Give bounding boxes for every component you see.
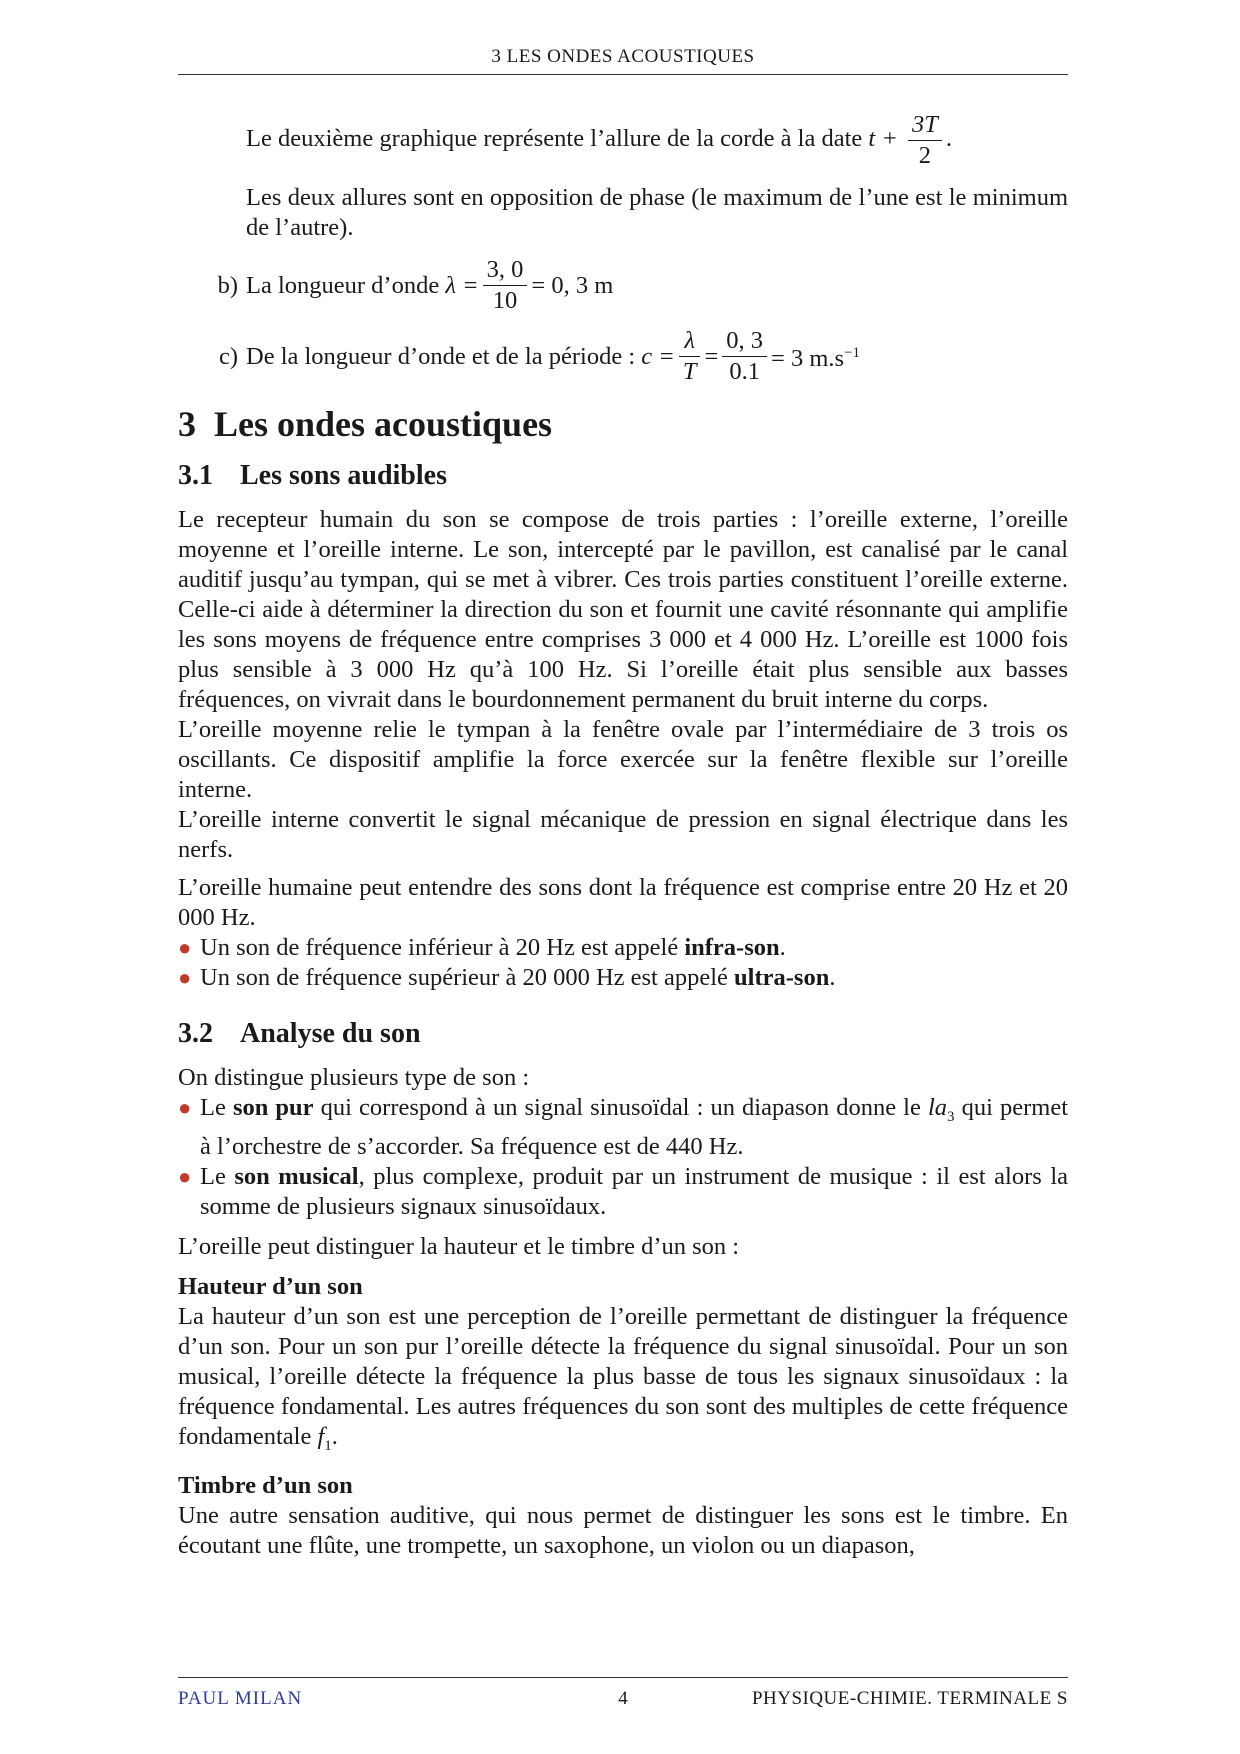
section-title [178, 404, 1068, 444]
bullet-dot-icon: ● [178, 1095, 192, 1120]
bullet-period: . [779, 934, 786, 961]
f1-symbol: f [317, 1422, 325, 1450]
f1-subscript: 1 [324, 1437, 332, 1454]
subsection-number: 3.1 [178, 460, 213, 491]
item-c-fraction-2 [722, 326, 767, 387]
subsection-number: 3.2 [178, 1018, 213, 1049]
header-rule [178, 74, 1068, 75]
item-c-exponent: −1 [844, 345, 861, 362]
paragraph-distinguish: L’oreille peut distinguer la hauteur et le timbre d’un son : [178, 1232, 740, 1260]
bullet-term: infra-son [684, 934, 780, 961]
bullet-body: Un son de fréquence inférieur à 20 Hz est appelé [200, 934, 679, 961]
paragraph-hauteur: La hauteur d’un son est une perception de l’oreille permettant de distinguer la fréquence d’un son. Pour un son pur l’oreille détecte la fréquence du signal sinusoïdal. Pour un son musical, l’oreille détecte la fréquence la plus basse de tous les signaux sinusoïdaux : la fréquence fondamental. Les autres fréquences du son sont des multiples de cette fréquence fondamentale $f_1$. [178, 1302, 1068, 1454]
bullet-son-pur [178, 1093, 1068, 1162]
bullet-dot-icon: ● [178, 1163, 192, 1189]
graph-line [246, 110, 1068, 171]
bullet-term: ultra-son [734, 964, 830, 991]
note-la-sub: 3 [947, 1108, 955, 1125]
section-title-text: Les ondes acoustiques [214, 404, 553, 444]
fraction-numerator: 3, 0 [483, 255, 528, 286]
graph-math: t + [868, 125, 898, 153]
graph-end: . [945, 125, 952, 153]
paragraph-types-intro: On distingue plusieurs type de son : [178, 1064, 530, 1091]
subsection-title-text: Analyse du son [240, 1018, 421, 1049]
bullet-term: son pur [232, 1094, 314, 1121]
fraction-numerator: 3T [908, 110, 942, 141]
bullet-prefix: Le [200, 1094, 226, 1121]
fraction-numerator: 0, 3 [722, 326, 767, 357]
subsection-3-1-title [178, 461, 1068, 491]
item-c-result-text: = 3 m.s [771, 345, 845, 373]
item-c-text: De la longueur d’onde et de la période : [246, 342, 636, 370]
subsection-title-text: Les sons audibles [240, 460, 447, 491]
graph-fraction [908, 110, 942, 171]
item-c-c: c = [641, 342, 675, 370]
footer-rule [178, 1677, 1068, 1678]
bullet-son-musical [178, 1162, 1068, 1222]
opposition-paragraph: Les deux allures sont en opposition de phase (le maximum de l’une est le minimum de l’autre). [246, 184, 1068, 241]
item-b-fraction [483, 255, 528, 316]
bullet-text [200, 963, 1068, 993]
bullet-text [200, 1162, 1068, 1222]
paragraph-ear-external: Le recepteur humain du son se compose de trois parties : l’oreille externe, l’oreille moyenne et l’oreille interne. Le son, intercepté par le pavillon, est canalisé par le canal auditif jusqu’au tympan, qui se met à vibrer. Ces trois parties constituent l’oreille externe. Celle-ci aide à déterminer la direction du son et fournit une cavité résonnante qui amplifie les sons moyens de fréquence entre comprises 3 000 et 4 000 Hz. L’oreille est 1000 fois plus sensible à 3 000 Hz qu’à 100 Hz. Si l’oreille était plus sensible aux basses fréquences, on vivrait dans le bourdonnement permanent du bruit interne du corps. [178, 506, 1068, 713]
bullet-ultrason [178, 963, 1068, 993]
bullet-dot-icon: ● [178, 935, 192, 960]
bullet-term: son musical [234, 1162, 359, 1190]
graph-text: Le deuxième graphique représente l’allure de la corde à la date [246, 125, 863, 153]
bullet-text [200, 933, 1068, 963]
item-c-label: c) [218, 342, 238, 370]
fraction-denominator: 10 [492, 287, 518, 314]
footer-course: PHYSIQUE-CHIMIE. TERMINALE S [751, 1688, 1068, 1709]
fraction-numerator: λ [679, 326, 701, 357]
hauteur-heading: Hauteur d’un son [178, 1272, 363, 1300]
note-la: la [927, 1094, 948, 1121]
item-b-result: = 0, 3 m [531, 271, 614, 299]
paragraph-audible-range: L’oreille humaine peut entendre des sons dont la fréquence est comprise entre 20 Hz et 20 000 Hz. [178, 874, 1068, 931]
footer-page-number: 4 [618, 1688, 628, 1709]
item-c-result [771, 338, 860, 374]
fraction-denominator: T [682, 358, 697, 385]
intro-block [246, 110, 1068, 243]
main-content [178, 110, 1068, 1561]
item-c-fraction-1 [679, 326, 701, 387]
bullet-dot-icon: ● [178, 965, 192, 990]
bullet-text [200, 1093, 1068, 1162]
bullet-infrason [178, 933, 1068, 963]
subsection-3-2-title [178, 1019, 1068, 1049]
bullet-prefix: Le [200, 1162, 226, 1190]
paragraph-ear-inner: L’oreille interne convertit le signal mécanique de pression en signal électrique dans les nerfs. [178, 806, 1068, 863]
paragraph-ear-middle: L’oreille moyenne relie le tympan à la fenêtre ovale par l’intermédiaire de 3 trois os oscillants. Ce dispositif amplifie la force exercée sur la fenêtre flexible sur l’oreille interne. [178, 716, 1068, 803]
bullet-body: , plus complexe, produit par un instrument de musique : il est alors la somme de plusieurs signaux sinusoïdaux. [200, 1162, 1068, 1220]
bullet-body: Un son de fréquence supérieur à 20 000 Hz est appelé [200, 964, 728, 991]
paragraph-timbre: Une autre sensation auditive, qui nous permet de distinguer les sons est le timbre. En écoutant une flûte, une trompette, un saxophone, un violon ou un diapason, [178, 1501, 1068, 1559]
section-number: 3 [178, 404, 196, 444]
item-b-lambda: λ = [445, 271, 479, 299]
bullet-period: . [829, 964, 836, 991]
item-c [178, 326, 1068, 387]
bullet-body: qui correspond à un signal sinusoïdal : un diapason donne le [320, 1094, 921, 1121]
running-header: 3 LES ONDES ACOUSTIQUES [491, 46, 755, 67]
item-b-label: b) [217, 271, 238, 299]
bullet-body-end: qui permet à l’orchestre de s’accorder. Sa fréquence est de 440 Hz. [200, 1094, 1069, 1160]
item-b-text: La longueur d’onde [246, 271, 440, 299]
timbre-heading: Timbre d’un son [178, 1471, 353, 1499]
fraction-denominator: 2 [918, 142, 932, 169]
item-c-equals: = [704, 342, 719, 370]
footer-author: PAUL MILAN [178, 1688, 303, 1709]
item-b [178, 255, 1068, 316]
fraction-denominator: 0.1 [729, 358, 760, 385]
hauteur-body: La hauteur d’un son est une perception de l’oreille permettant de distinguer la fréquence d’un son. Pour un son pur l’oreille détecte la fréquence du signal sinusoïdal. Pour un son musical, l’oreille détecte la fréquence la plus basse de tous les signaux sinusoïdaux : la fréquence fondamental. Les autres fréquences du son sont des multiples de cette fréquence fondamentale [178, 1302, 1068, 1450]
